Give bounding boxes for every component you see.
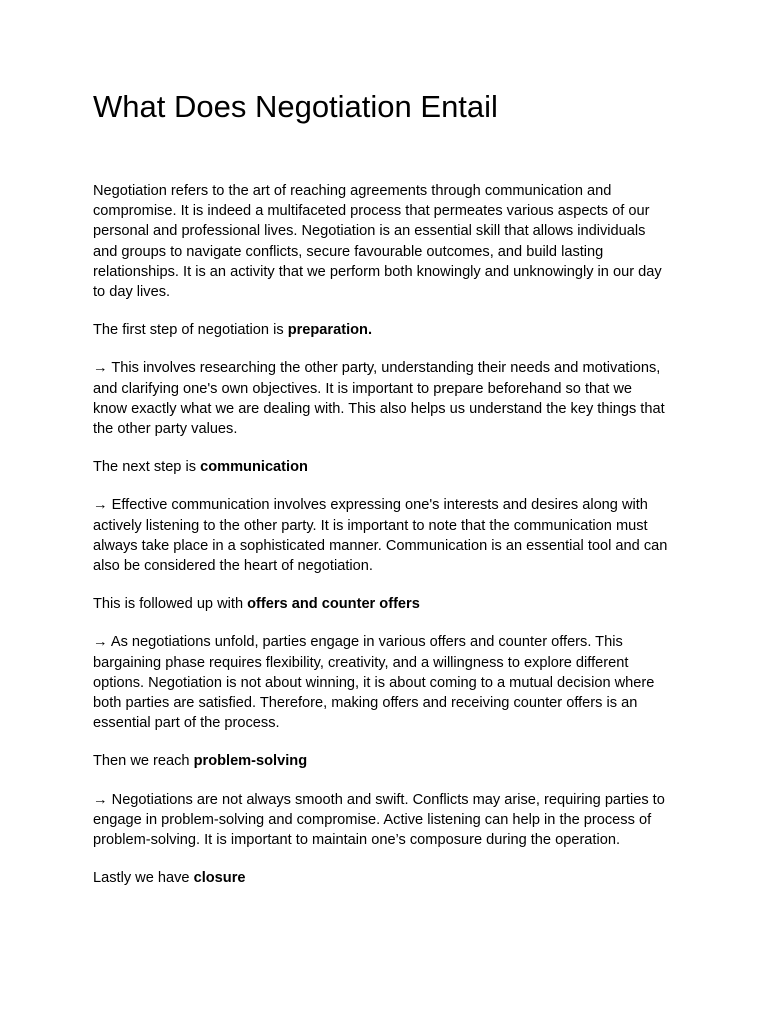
step-term: closure [193, 870, 246, 887]
step-heading-communication [93, 457, 669, 477]
step-lead: The first step of negotiation is [93, 322, 288, 339]
step-lead: Lastly we have [93, 870, 194, 887]
step-heading-offers [93, 594, 669, 614]
step-term: problem-solving [193, 753, 308, 770]
step-lead: Then we reach [93, 753, 194, 770]
step-term: preparation. [287, 322, 373, 339]
step-lead: This is followed up with [93, 596, 248, 613]
intro-paragraph: Negotiation refers to the art of reaching agreements through communication and compromise. It is indeed a multifaceted process that permeates various aspects of our personal and professional lives. Negotiation is an essential skill that allows individuals and groups to navigate conflicts, secure favourable outcomes, and build lasting relationships. It is an activity that we perform both knowingly and unknowingly in our day to day lives. [93, 183, 662, 301]
step-detail-preparation: → This involves researching the other party, understanding their needs and motivations, and clarifying one's own objectives. It is important to prepare beforehand so that we know exactly what we are dealing with. This also helps us understand the key things that the other party values. [93, 360, 665, 438]
step-detail-communication: → Effective communication involves expressing one's interests and desires along with actively listening to the other party. It is important to note that the communication must always take place in a sophisticated manner. Communication is an essential tool and can also be considered the heart of negotiation. [93, 497, 668, 575]
step-heading-problem-solving [93, 751, 669, 771]
step-heading-closure [93, 868, 669, 888]
step-detail-problem-solving: → Negotiations are not always smooth and swift. Conflicts may arise, requiring parties to engage in problem-solving and compromise. Active listening can help in the process of problem-solving. It is important to maintain one’s composure during the operation. [93, 791, 665, 849]
step-lead: The next step is [93, 459, 201, 476]
step-detail-offers: → As negotiations unfold, parties engage in various offers and counter offers. This bargaining phase requires flexibility, creativity, and a willingness to explore different options. Negotiation is not about winning, it is about coming to a mutual decision where both parties are satisfied. Therefore, making offers and receiving counter offers is an essential part of the process. [93, 634, 655, 732]
document-body [93, 181, 669, 906]
step-heading-preparation [93, 320, 669, 340]
step-term: offers and counter offers [247, 596, 420, 613]
document-title: What Does Negotiation Entail [93, 89, 498, 124]
step-term: communication [200, 459, 308, 476]
